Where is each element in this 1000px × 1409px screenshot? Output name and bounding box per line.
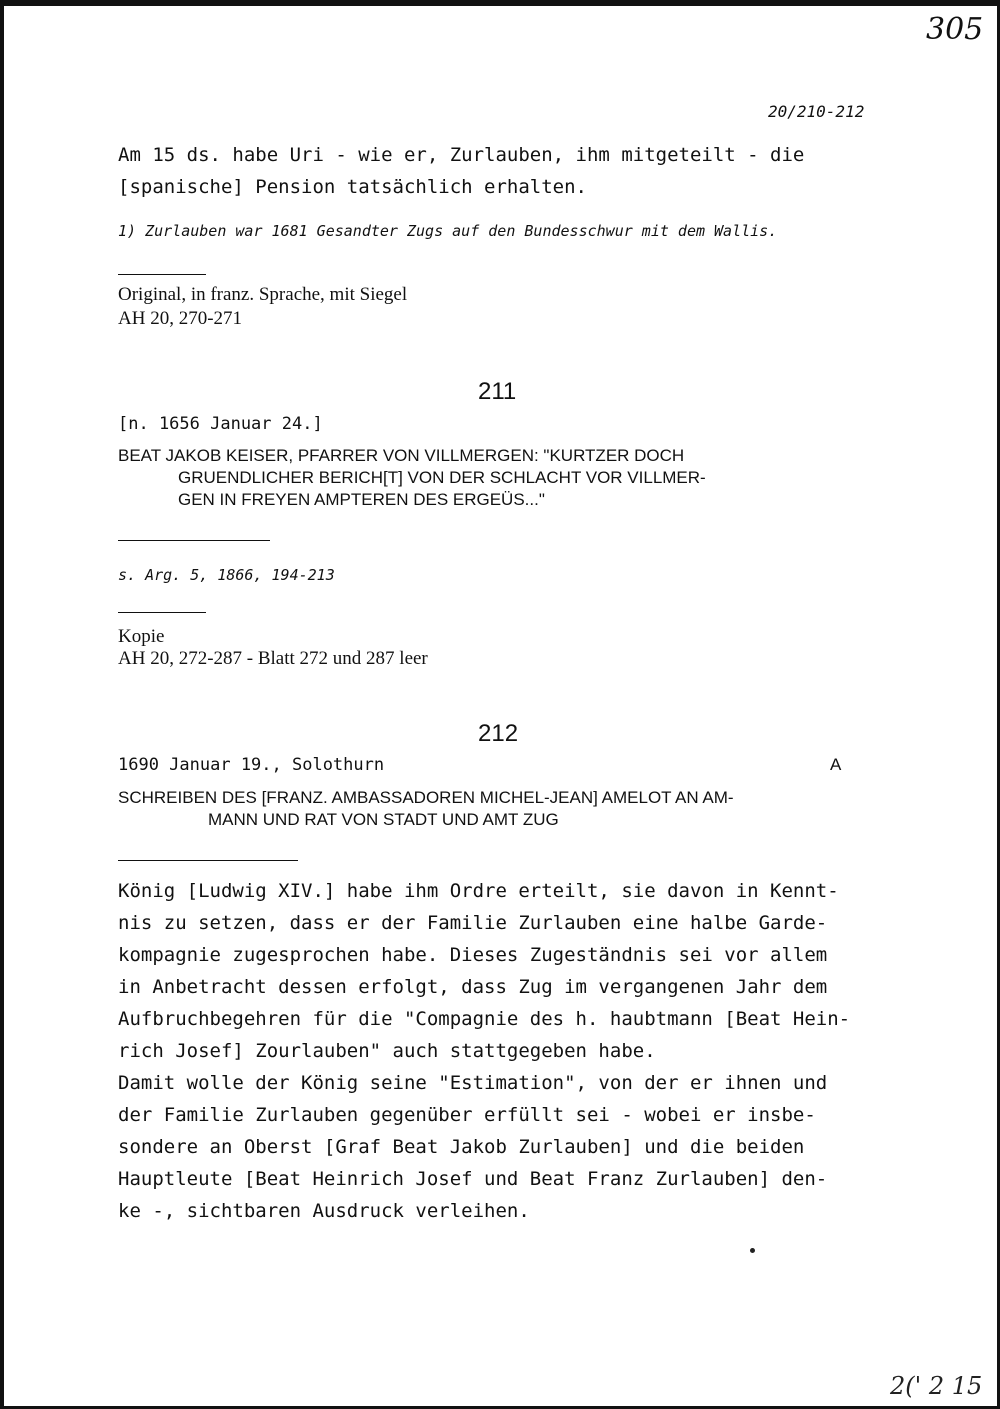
stray-mark xyxy=(750,1248,755,1253)
body-line: sondere an Oberst [Graf Beat Jakob Zurlauben] und die beiden xyxy=(118,1136,805,1158)
separator-rule xyxy=(118,612,206,613)
footnote: 1) Zurlauben war 1681 Gesandter Zugs auf den Bundesschwur mit dem Wallis. xyxy=(118,222,778,240)
body-line: Aufbruchbegehren für die "Compagnie des h. haubtmann [Beat Hein- xyxy=(118,1008,851,1030)
entry-title-line: MANN UND RAT VON STADT UND AMT ZUG xyxy=(208,810,559,829)
body-line: nis zu setzen, dass er der Familie Zurlauben eine halbe Garde- xyxy=(118,912,828,934)
body-line: Damit wolle der König seine "Estimation", von der er ihnen und xyxy=(118,1072,828,1094)
document-reference: 20/210-212 xyxy=(768,102,865,121)
entry-number: 212 xyxy=(478,720,519,747)
entry-date: [n. 1656 Januar 24.] xyxy=(118,414,323,434)
literature-reference: s. Arg. 5, 1866, 194-213 xyxy=(118,566,335,584)
body-line: kompagnie zugesprochen habe. Dieses Zugeständnis sei vor allem xyxy=(118,944,828,966)
source-line: AH 20, 272-287 - Blatt 272 und 287 leer xyxy=(118,648,428,669)
body-line: in Anbetracht dessen erfolgt, dass Zug im vergangenen Jahr dem xyxy=(118,976,828,998)
entry-title-line: BEAT JAKOB KEISER, PFARRER VON VILLMERGEN: "KURTZER DOCH xyxy=(118,446,685,465)
source-line: Original, in franz. Sprache, mit Siegel xyxy=(118,284,408,305)
entry-date: 1690 Januar 19., Solothurn xyxy=(118,755,385,775)
handwritten-page-number: 305 xyxy=(926,12,984,47)
handwritten-bottom-mark: 2(' 2 15 xyxy=(890,1372,983,1400)
separator-rule xyxy=(118,540,270,541)
body-line: rich Josef] Zourlauben" auch stattgegeben habe. xyxy=(118,1040,656,1062)
entry-title-line: SCHREIBEN DES [FRANZ. AMBASSADOREN MICHEL-JEAN] AMELOT AN AM- xyxy=(118,788,734,807)
scan-border-top xyxy=(0,0,1000,6)
entry-title-line: GEN IN FREYEN AMPTEREN DES ERGEÜS..." xyxy=(178,490,545,509)
body-line: der Familie Zurlauben gegenüber erfüllt sei - wobei er insbe- xyxy=(118,1104,816,1126)
entry-title-line: GRUENDLICHER BERICH[T] VON DER SCHLACHT VOR VILLMER- xyxy=(178,468,706,487)
prev-entry-line-2: [spanische] Pension tatsächlich erhalten. xyxy=(118,176,587,198)
scan-border-left xyxy=(0,0,4,1409)
entry-marker: A xyxy=(830,755,842,774)
body-line: König [Ludwig XIV.] habe ihm Ordre erteilt, sie davon in Kennt- xyxy=(118,880,839,902)
prev-entry-line-1: Am 15 ds. habe Uri - wie er, Zurlauben, ihm mitgeteilt - die xyxy=(118,144,805,166)
source-line: Kopie xyxy=(118,626,165,647)
separator-rule xyxy=(118,274,206,275)
body-line: Hauptleute [Beat Heinrich Josef und Beat Franz Zurlauben] den- xyxy=(118,1168,828,1190)
entry-number: 211 xyxy=(478,378,517,405)
separator-rule xyxy=(118,860,298,861)
source-line: AH 20, 270-271 xyxy=(118,308,243,329)
body-line: ke -, sichtbaren Ausdruck verleihen. xyxy=(118,1200,530,1222)
